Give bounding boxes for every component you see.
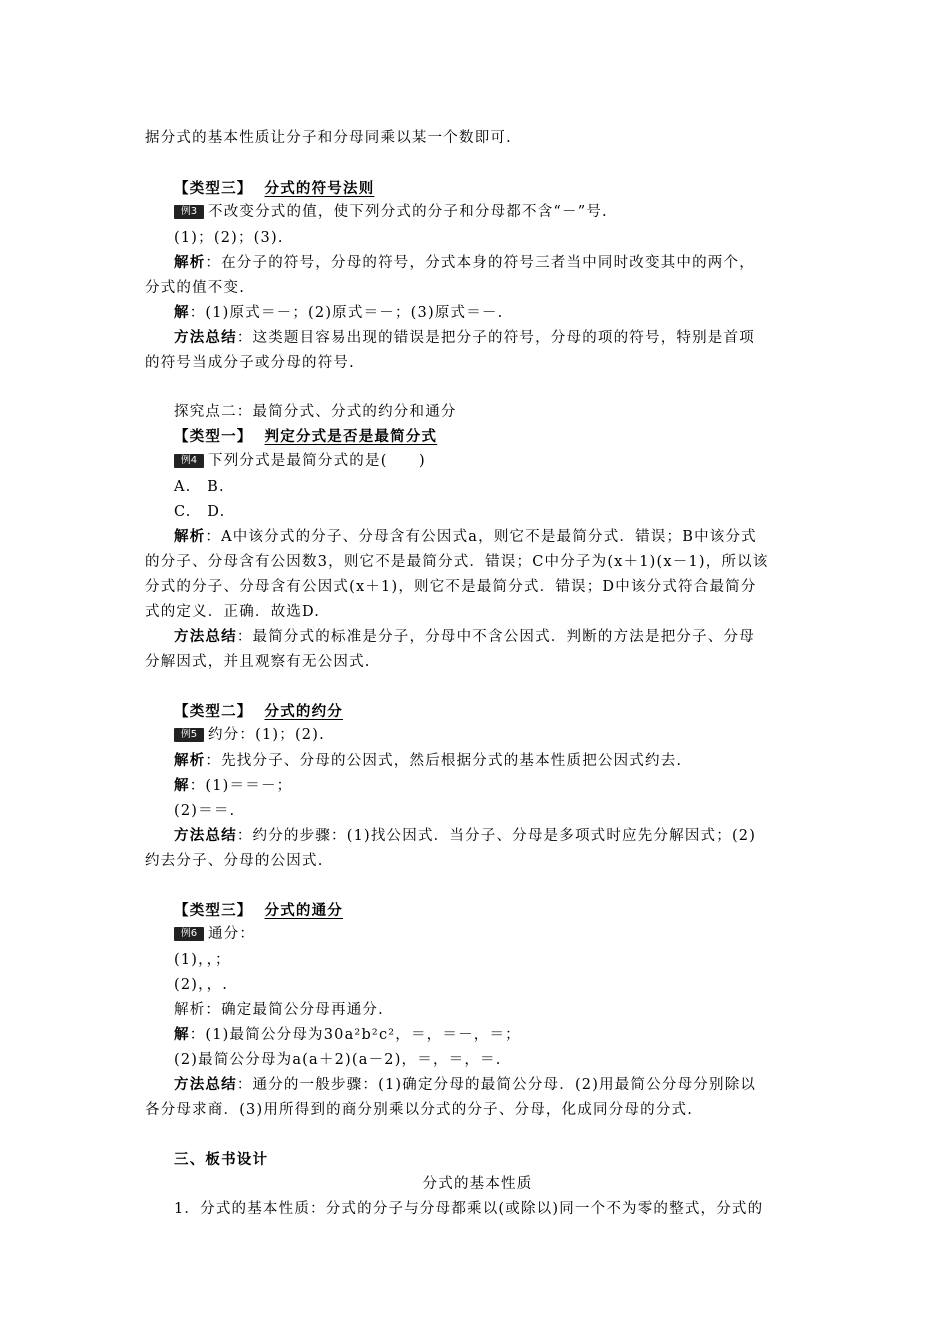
example-badge: 例6 [174,927,204,941]
text-span: ：最简分式的标准是分子，分母中不含公因式．判断的方法是把分子、分母 [236,629,755,645]
type-title: 分式的符号法则 [264,181,375,197]
text-line: (2)最简公分母为a(a＋2)(a－2)，＝，＝，＝. [174,1052,502,1068]
type-tag: 【类型二】 [174,704,253,720]
method-label: 方法总结 [174,330,237,346]
example-text: 不改变分式的值，使下列分式的分子和分母都不含“－”号. [208,204,608,220]
text-line: 的分子、分母含有公因数3，则它不是最简分式．错误；C中分子为(x＋1)(x－1)，所以该 [145,554,769,570]
choice-line: C. D. [174,504,226,520]
type-tag: 【类型三】 [174,181,253,197]
type-heading [174,427,839,447]
choice-line: A. B. [174,479,225,495]
text-span: ：通分的一般步骤：(1)确定分母的最简公分母．(2)用最简公分母分别除以 [236,1077,757,1093]
text-line: 式的定义．正确．故选D. [145,604,321,620]
method-label: 方法总结 [174,1077,237,1093]
type-heading [174,702,839,722]
text-line: (1)；(2)；(3). [174,230,284,246]
text-line: 的符号当成分子或分母的符号. [145,355,355,371]
text-line: 据分式的基本性质让分子和分母同乘以某一个数即可. [145,130,512,146]
example-5 [174,725,839,745]
analysis-label: 解析 [174,255,206,271]
text-line: 1．分式的基本性质：分式的分子与分母都乘以(或除以)同一个不为零的整式，分式的 [174,1201,764,1217]
example-badge: 例4 [174,454,204,468]
text-span: ：A中该分式的分子、分母含有公因式a，则它不是最简分式．错误；B中该分式 [205,529,757,545]
type-heading [174,179,839,199]
text-line: 各分母求商．(3)用所得到的商分别乘以分式的分子、分母，化成同分母的分式. [145,1102,694,1118]
example-badge: 例5 [174,728,204,742]
analysis-label: 解析 [174,753,206,769]
section-heading: 探究点二：最简分式、分式的约分和通分 [174,404,457,420]
text-span: ：约分的步骤：(1)找公因式．当分子、分母是多项式时应先分解因式；(2) [236,828,757,844]
solution [174,303,839,323]
text-line: (2)＝＝. [174,803,236,819]
example-text: 约分：(1)；(2). [208,727,325,743]
text-line: (1)，，； [174,952,231,968]
text-span: ：先找分子、分母的公因式，然后根据分式的基本性质把公因式约去. [205,753,683,769]
method-summary [174,1075,839,1095]
text-line: 分式的值不变. [145,280,246,296]
example-6 [174,924,839,944]
type-title: 分式的约分 [264,704,343,720]
method-summary [174,826,839,846]
solution-label: 解 [174,305,190,321]
text-line: 分式的分子、分母含有公因式(x＋1)，则它不是最简分式．错误；D中该分式符合最简分 [145,579,757,595]
text-line: (2)，，. [174,977,229,993]
method-summary [174,627,839,647]
example-text: 下列分式是最简分式的是( ) [208,453,426,469]
analysis [174,253,839,273]
type-title: 判定分式是否是最简分式 [264,429,438,445]
method-label: 方法总结 [174,629,237,645]
text-line: 分解因式，并且观察有无公因式. [145,654,371,670]
analysis [174,527,839,547]
text-span: ：(1)＝＝－； [189,778,293,794]
solution [174,1025,839,1045]
method-label: 方法总结 [174,828,237,844]
section-heading: 三、板书设计 [174,1152,269,1168]
example-text: 通分： [208,926,256,942]
solution [174,776,839,796]
text-line: 解析：确定最简公分母再通分. [174,1002,384,1018]
example-badge: 例3 [174,205,204,219]
text-line: 约去分子、分母的公因式. [145,853,324,869]
analysis [174,751,839,771]
analysis-label: 解析 [174,529,206,545]
text-span: ：在分子的符号，分母的符号，分式本身的符号三者当中同时改变其中的两个， [205,255,755,271]
solution-label: 解 [174,1027,190,1043]
board-title: 分式的基本性质 [422,1176,533,1192]
example-4 [174,451,839,471]
type-heading [174,901,839,921]
example-3 [174,202,839,222]
text-span: ：(1)最简公分母为30a²b²c²，＝，＝－，＝； [189,1027,521,1043]
type-title: 分式的通分 [264,903,343,919]
text-span: ：这类题目容易出现的错误是把分子的符号，分母的项的符号，特别是首项 [236,330,755,346]
method-summary [174,328,839,348]
type-tag: 【类型三】 [174,903,253,919]
type-tag: 【类型一】 [174,429,253,445]
solution-label: 解 [174,778,190,794]
text-span: ：(1)原式＝－；(2)原式＝－；(3)原式＝－. [189,305,504,321]
